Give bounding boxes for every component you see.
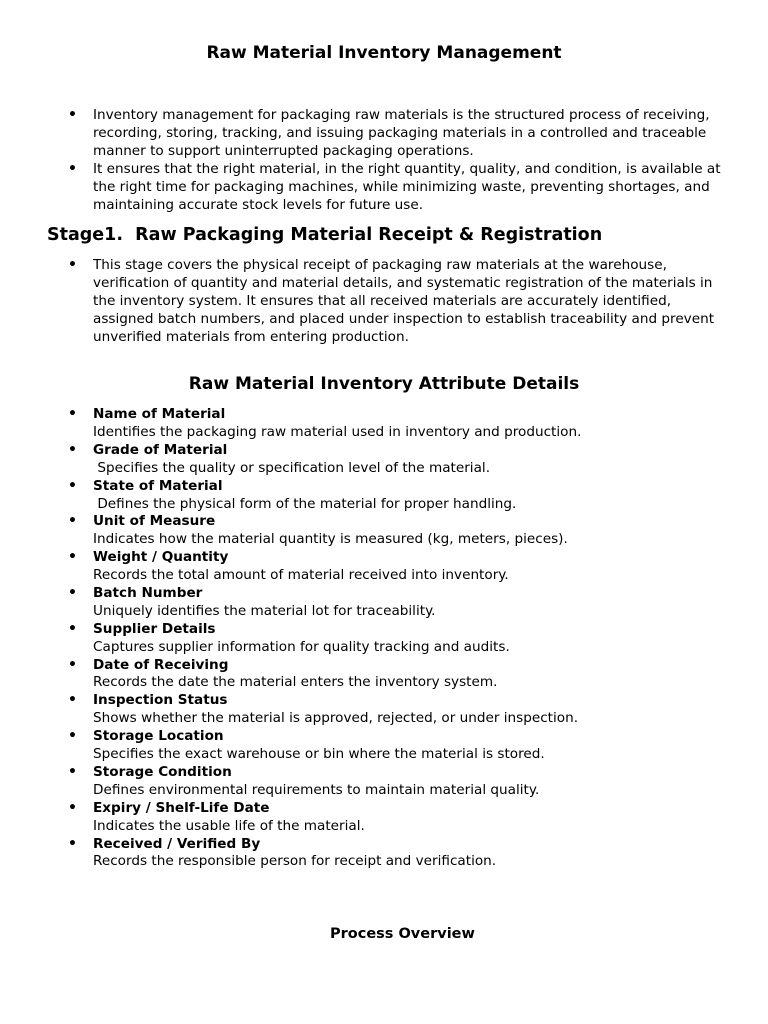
- attribute-description: Defines the physical form of the material for proper handling.: [93, 495, 517, 512]
- attribute-item: [93, 406, 721, 442]
- attribute-name: • Storage Condition: [93, 763, 232, 780]
- attribute-description: Uniquely identifies the material lot for traceability.: [93, 602, 436, 619]
- attribute-description: Indicates the usable life of the material.: [93, 817, 365, 834]
- attribute-list: [93, 406, 721, 871]
- attribute-name: • Grade of Material: [93, 441, 228, 458]
- document-title: Raw Material Inventory Management: [206, 43, 562, 63]
- attribute-item: [93, 621, 721, 657]
- attribute-name: • State of Material: [93, 477, 223, 494]
- attribute-item: [93, 728, 721, 764]
- attribute-name: • Date of Receiving: [93, 656, 229, 673]
- stage1-bullet-list: [93, 257, 721, 347]
- process-overview-heading: Process Overview: [330, 926, 475, 942]
- attribute-name: • Name of Material: [93, 406, 226, 422]
- attribute-description: Identifies the packaging raw material used in inventory and production.: [93, 423, 582, 440]
- attribute-description: Captures supplier information for quality tracking and audits.: [93, 638, 510, 655]
- attribute-name: • Weight / Quantity: [93, 549, 229, 566]
- attribute-description: Specifies the quality or specification level of the material.: [93, 459, 491, 476]
- attribute-description: Shows whether the material is approved, rejected, or under inspection.: [93, 710, 579, 727]
- attribute-item: [93, 585, 721, 621]
- attribute-name: • Batch Number: [93, 584, 203, 601]
- intro-bullet: • Inventory management for packaging raw materials is the structured process of receiving, recording, storing, tracking, and issuing packaging materials in a controlled and traceable manner to support uninterrupted packaging operations.: [93, 107, 721, 161]
- attribute-name: • Supplier Details: [93, 620, 216, 637]
- attribute-name: • Unit of Measure: [93, 513, 216, 530]
- attribute-name: • Storage Location: [93, 728, 224, 745]
- attribute-description: Specifies the exact warehouse or bin where the material is stored.: [93, 746, 545, 763]
- attribute-description: Indicates how the material quantity is measured (kg, meters, pieces).: [93, 531, 568, 548]
- attribute-description: Defines environmental requirements to maintain material quality.: [93, 781, 540, 798]
- attribute-item: [93, 442, 721, 478]
- attribute-description: Records the responsible person for receipt and verification.: [93, 853, 497, 870]
- stage1-heading: Stage1. Raw Packaging Material Receipt & Registration: [47, 225, 603, 245]
- attribute-item: [93, 800, 721, 836]
- intro-bullet-list: [93, 107, 721, 214]
- attribute-item: [93, 657, 721, 693]
- attribute-name: • Inspection Status: [93, 692, 228, 709]
- attribute-item: [93, 478, 721, 514]
- attribute-item: [93, 764, 721, 800]
- intro-bullet: • It ensures that the right material, in the right quantity, quality, and condition, is available at the right time for packaging machines, while minimizing waste, preventing shortages, and maintaining accurate stock levels for future use.: [93, 161, 721, 215]
- attribute-name: • Received / Verified By: [93, 835, 261, 852]
- attribute-name: • Expiry / Shelf-Life Date: [93, 799, 270, 816]
- attributes-heading: Raw Material Inventory Attribute Details: [188, 374, 580, 394]
- attribute-description: Records the date the material enters the inventory system.: [93, 674, 498, 691]
- attribute-item: [93, 513, 721, 549]
- attribute-item: [93, 692, 721, 728]
- attribute-item: [93, 836, 721, 872]
- stage1-bullet: • This stage covers the physical receipt of packaging raw materials at the warehouse, verification of quantity and material details, and systematic registration of the materials in the inventory system. It ensures that all received materials are accurately identified, assigned batch numbers, and placed under inspection to establish traceability and prevent unverified materials from entering production.: [93, 257, 721, 347]
- attribute-description: Records the total amount of material received into inventory.: [93, 567, 509, 584]
- attribute-item: [93, 549, 721, 585]
